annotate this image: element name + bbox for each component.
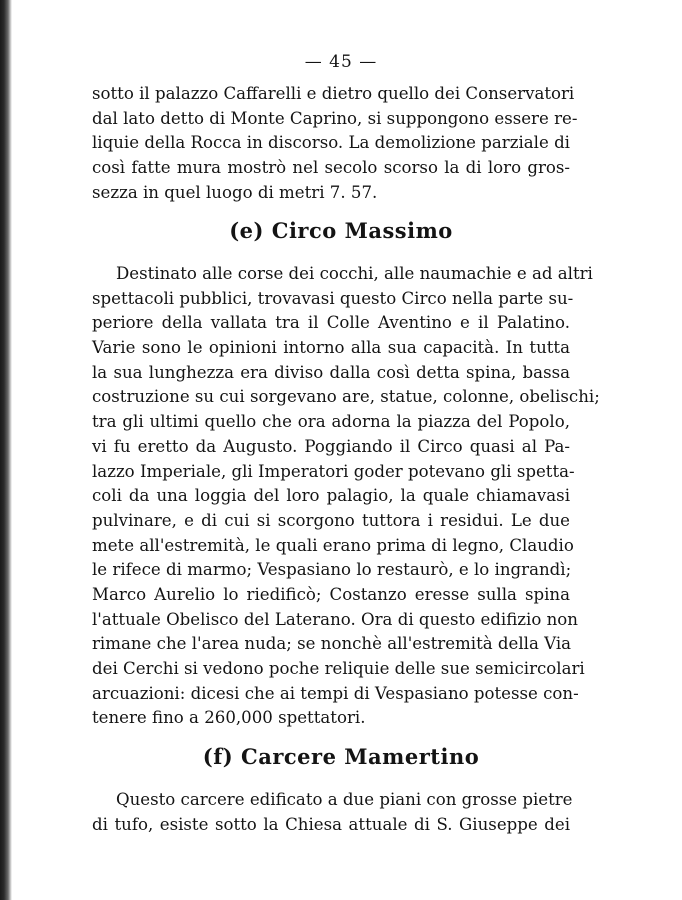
text-line: Destinato alle corse dei cocchi, alle naumachie e ad altri: [116, 264, 593, 283]
text-line: vi fu eretto da Augusto. Poggiando il Circo quasi al Pa-: [92, 436, 570, 456]
text-line: coli da una loggia del loro palagio, la quale chiamavasi: [92, 486, 570, 506]
section-heading-carcere-mamertino: (f) Carcere Mamertino: [202, 744, 480, 769]
paragraph-rocca-continuation: [92, 82, 578, 205]
text-line: sezza in quel luogo di metri 7. 57.: [92, 182, 378, 202]
text-line: periore della vallata tra il Colle Aventino e il Palatino.: [92, 313, 570, 333]
text-line: le rifece di marmo; Vespasiano lo restaurò, e lo ingrandì;: [92, 560, 572, 580]
text-line: rimane che l'area nuda; se nonchè all'estremità della Via: [92, 634, 572, 654]
text-line: mete all'estremità, le quali erano prima di legno, Claudio: [92, 535, 574, 555]
paragraph-carcere-mamertino: [92, 788, 573, 837]
text-line: l'attuale Obelisco del Laterano. Ora di questo edifizio non: [92, 609, 578, 629]
text-line: Questo carcere edificato a due piani con grosse pietre: [116, 790, 573, 809]
text-line: la sua lunghezza era diviso dalla così detta spina, bassa: [92, 362, 570, 382]
text-line: pulvinare, e di cui si scorgono tuttora i residui. Le due: [92, 510, 570, 530]
text-line: Varie sono le opinioni intorno alla sua capacità. In tutta: [92, 338, 570, 358]
text-line: costruzione su cui sorgevano are, statue, colonne, obelischi;: [92, 387, 600, 407]
text-line: arcuazioni: dicesi che ai tempi di Vespasiano potesse con-: [92, 683, 579, 703]
text-line: tra gli ultimi quello che ora adorna la piazza del Popolo,: [92, 412, 570, 432]
text-line: liquie della Rocca in discorso. La demolizione parziale di: [92, 133, 570, 153]
text-line: di tufo, esiste sotto la Chiesa attuale di S. Giuseppe dei: [92, 814, 570, 834]
section-heading-circo-massimo: (e) Circo Massimo: [229, 218, 453, 243]
text-line: Marco Aurelio lo riedificò; Costanzo eresse sulla spina: [92, 584, 570, 604]
page-number: — 45 —: [304, 52, 378, 72]
text-line: lazzo Imperiale, gli Imperatori goder potevano gli spetta-: [92, 461, 575, 481]
text-line: spettacoli pubblici, trovavasi questo Circo nella parte su-: [92, 288, 574, 308]
text-line: dei Cerchi si vedono poche reliquie delle sue semicircolari: [92, 659, 585, 678]
text-line: sotto il palazzo Caffarelli e dietro quello dei Conservatori: [92, 84, 575, 103]
paragraph-circo-massimo: [92, 262, 600, 731]
text-line: così fatte mura mostrò nel secolo scorso la di loro gros-: [92, 158, 570, 178]
text-line: dal lato detto di Monte Caprino, si suppongono essere re-: [92, 108, 578, 128]
text-line: tenere fino a 260,000 spettatori.: [92, 708, 366, 728]
